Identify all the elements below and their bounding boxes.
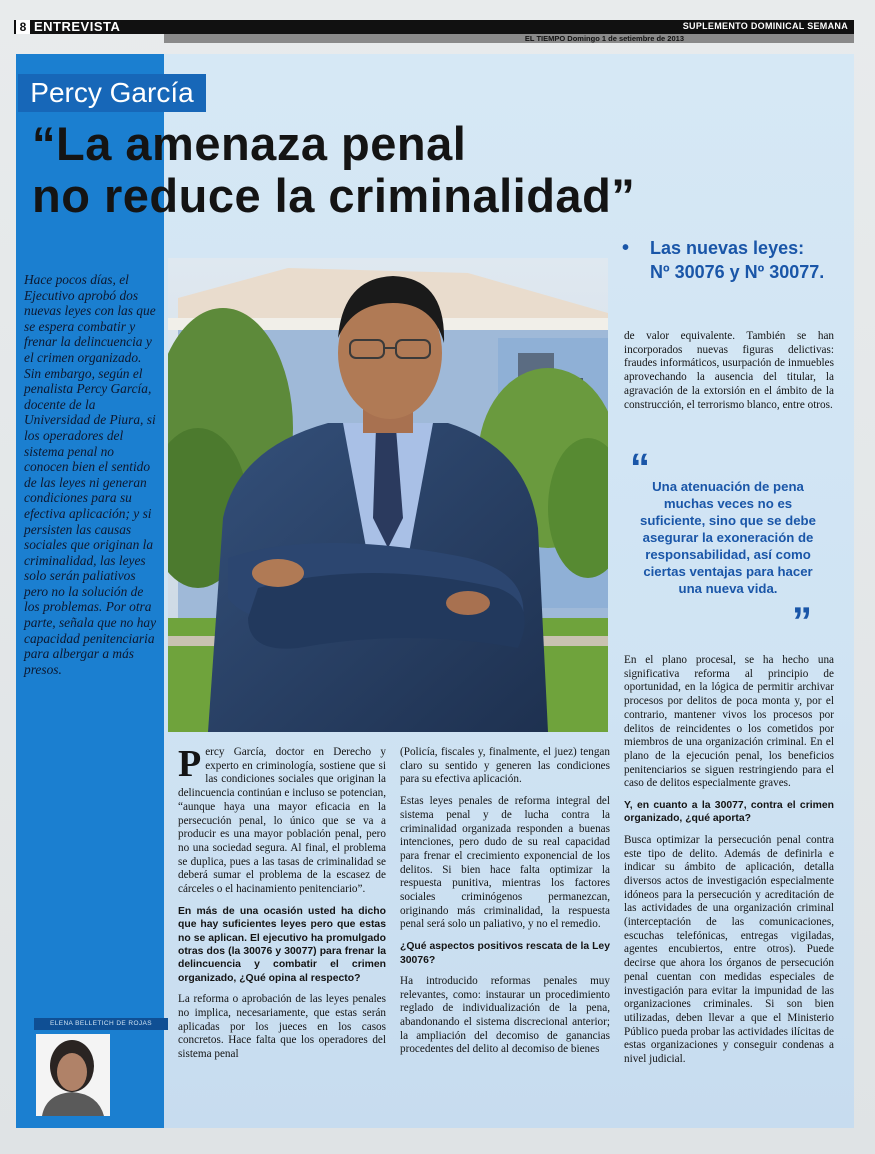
paragraph: Busca optimizar la persecución penal contra este tipo de delito. Además de definirla e indicar su ámbito de aplicación, detalla diversos actos de investigación especialmente idóneos para la persecución y acreditación de las actividades de una organización criminal (interceptación de las comunicaciones, escuchas telefónicas, entregas vigiladas, agentes encubiertos, entre otros). Puede decirse que ahora los órganos de persecución penal cuentan con medidas especiales de investigación para evitar la impunidad de las organizaciones criminales. Si son bien utilizadas, deben llevar a que el Ministerio Público pueda probar las actividades ilícitas de estas organizaciones y conseguir condenas a nivel judicial. xyxy=(624,833,835,1066)
paragraph: La reforma o aprobación de las leyes penales no implica, necesariamente, que estas serán aplicadas por los jueces en los casos concretos. Hace falta que los operadores del sistema penal xyxy=(178,993,386,1060)
interview-question: Y, en cuanto a la 30077, contra el crimen organizado, ¿qué aporta? xyxy=(624,800,834,825)
portrait-photo xyxy=(168,258,608,732)
close-quote-icon: ” xyxy=(792,600,812,644)
supplement-title: SUPLEMENTO DOMINICAL SEMANA xyxy=(682,21,848,31)
text-column-1 xyxy=(178,743,386,1070)
author-portrait xyxy=(36,1034,110,1116)
text-column-3-bottom xyxy=(624,654,834,1075)
subhead-line-1: Las nuevas leyes: xyxy=(650,238,805,258)
paragraph: Ha introducido reformas penales muy relevantes, como: instaurar un procedimiento reglado de individualización de la pena, abandonando el sistema discrecional anterior; la ampliación del decomiso de ganancias procedentes del delito al decomiso de bienes xyxy=(400,974,610,1056)
open-quote-icon: “ xyxy=(630,446,650,490)
page-header xyxy=(14,20,854,42)
paragraph: Estas leyes penales de reforma integral del sistema penal y de lucha contra la criminalidad organizada responden a buenas intenciones, pero dudo de su real capacidad para frenar el crecimiento exponencial de los delitos. Si bien hace falta optimizar la respuesta punitiva, mientras los factores sociales criminógenos permanezcan, originando más criminalidad, la respuesta penal será solo un paliativo, y no el remedio. xyxy=(400,795,610,931)
page-number: 8 xyxy=(16,20,30,34)
interview-question: En más de una ocasión usted ha dicho que hay suficientes leyes pero que estas no se aplican. El ejecutivo ha promulgado otras dos (la 30076 y 30077) para frenar la delincuencia y combatir el crimen organizado, ¿Qué opina al respecto? xyxy=(178,905,386,984)
subhead-line-2: Nº 30076 y Nº 30077. xyxy=(650,262,825,282)
author-photo xyxy=(36,1034,110,1116)
text-column-3-top xyxy=(624,330,834,420)
text-column-2 xyxy=(400,746,610,1065)
interviewee-name: Percy García xyxy=(18,74,206,112)
author-byline: ELENA BELLETICH DE ROJAS xyxy=(34,1018,168,1030)
bullet-dot-icon: • xyxy=(622,237,630,259)
portrait-illustration xyxy=(168,258,608,732)
dateline: EL TIEMPO Domingo 1 de setiembre de 2013 xyxy=(524,34,684,43)
paragraph: En el plano procesal, se ha hecho una significativa reforma al principio de oportunidad, en la lógica de permitir archivar procesos por delitos de poca monta y, por el contrario, mantener vivos los procesos por delitos de reincidentes o los cometidos por miembros de una organización criminal. En el plano de la ejecución penal, los beneficios penitenciarios se siguen restringiendo para el caso de delitos especialmente graves. xyxy=(624,654,834,790)
headline xyxy=(32,118,732,222)
header-subbar xyxy=(164,34,854,43)
section-title: ENTREVISTA xyxy=(34,19,121,34)
headline-line-2: no reduce la criminalidad” xyxy=(32,169,636,222)
paragraph: (Policía, fiscales y, finalmente, el juez) tengan claro su sentido y generen las condiciones para su efectiva aplicación. xyxy=(400,746,610,786)
paragraph: de valor equivalente. También se han incorporados nuevas figuras delictivas: fraudes informáticos, usurpación de inmuebles aprovechando la ausencia del titular, la agravación de la extorsión en el ámbito de la construcción, el terrorismo blanco, entre otros. xyxy=(624,330,834,411)
headline-line-1: “La amenaza penal xyxy=(32,117,467,170)
intro-text: Hace pocos días, el Ejecutivo aprobó dos nuevas leyes con las que se espera combatir y frenar la delincuencia y el crimen organizado. Sin embargo, según el penalista Percy García, docente de la Universidad de Piura, si los operadores del sistema penal no conocen bien el sentido de las leyes ni generan condiciones para su efectiva aplicación; y si persisten las causas sociales que originan la criminalidad, las leyes solo serán paliativos pero no la solución de los problemas. Por otra parte, señala que no hay capacidad penitenciaria para albergar a más presos. xyxy=(24,272,157,677)
interview-question: ¿Qué aspectos positivos rescata de la Ley 30076? xyxy=(400,941,610,966)
drop-cap: P xyxy=(178,743,202,785)
paragraph: Percy García, doctor en Derecho y experto en criminología, sostiene que si las condiciones sociales que originan la delincuencia continúan e incluso se potencian, “aunque haya una mayor eficacia en la persecución penal, lo único que se va a producir es una mayor población penal, pero no una sociedad segura. Al final, el problema se duplica, pues a las tasas de criminalidad se deberá sumar el problema de la escasez de cárceles o el hacinamiento penitenciario”. xyxy=(178,743,386,896)
pull-quote: Una atenuación de pena muchas veces no es suficiente, sino que se debe asegurar la exoneración de responsabilidad, así como ciertas ventajas para hacer una nueva vida. xyxy=(640,479,816,596)
